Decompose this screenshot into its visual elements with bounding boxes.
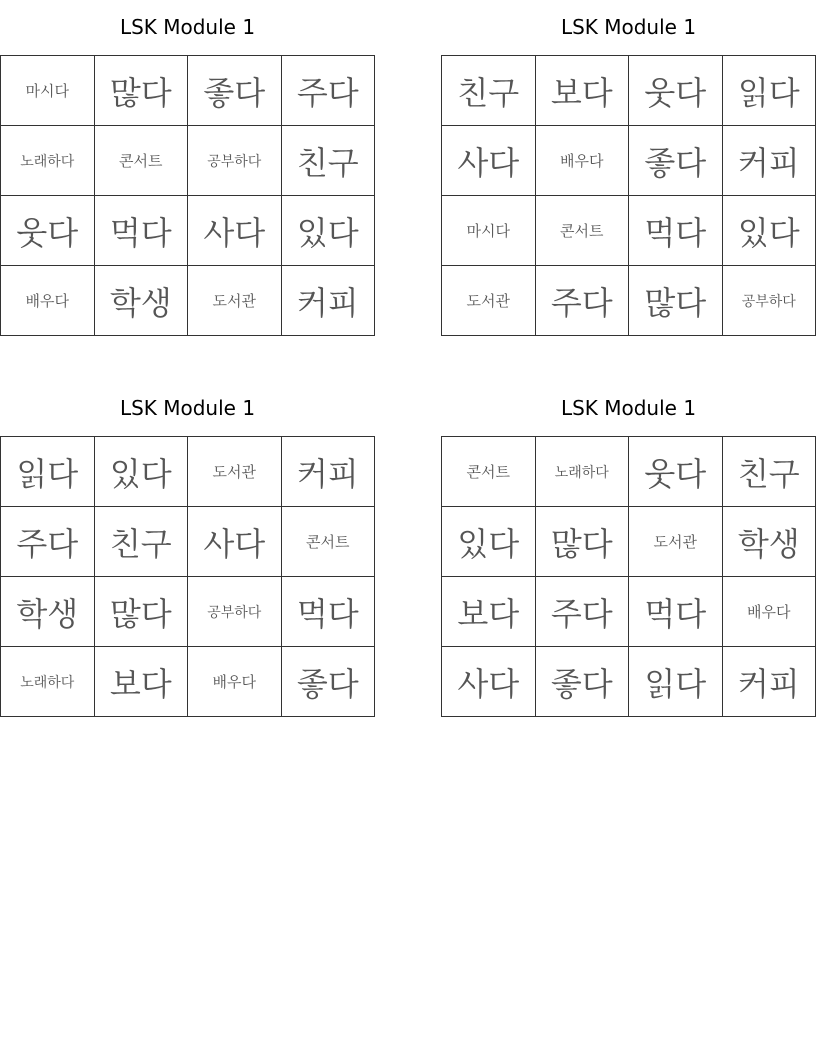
- bingo-cell: 있다: [442, 507, 536, 577]
- bingo-cell: 사다: [442, 126, 536, 196]
- bingo-cell: 배우다: [723, 577, 816, 647]
- bingo-cell: 콘서트: [442, 437, 536, 507]
- bingo-cell: 주다: [1, 507, 95, 577]
- bingo-cell: 노래하다: [1, 647, 95, 717]
- bingo-cell: 읽다: [723, 56, 816, 126]
- card-title: LSK Module 1: [560, 396, 697, 420]
- bingo-cell: 많다: [629, 266, 723, 336]
- bingo-cell: 좋다: [188, 56, 282, 126]
- bingo-cell: 있다: [95, 437, 189, 507]
- bingo-cell: 마시다: [1, 56, 95, 126]
- bingo-cell: 읽다: [629, 647, 723, 717]
- bingo-cell: 노래하다: [1, 126, 95, 196]
- bingo-cell: 보다: [95, 647, 189, 717]
- bingo-cell: 친구: [282, 126, 376, 196]
- bingo-cell: 배우다: [1, 266, 95, 336]
- bingo-cell: 웃다: [629, 56, 723, 126]
- bingo-cell: 커피: [723, 647, 816, 717]
- card-title: LSK Module 1: [560, 15, 697, 39]
- bingo-cell: 먹다: [95, 196, 189, 266]
- bingo-cell: 많다: [95, 56, 189, 126]
- bingo-grid: [441, 55, 816, 336]
- bingo-cell: 좋다: [282, 647, 376, 717]
- bingo-cell: 도서관: [188, 437, 282, 507]
- bingo-cell: 좋다: [629, 126, 723, 196]
- bingo-cell: 도서관: [442, 266, 536, 336]
- bingo-cell: 사다: [188, 507, 282, 577]
- bingo-cell: 도서관: [629, 507, 723, 577]
- bingo-cell: 공부하다: [723, 266, 816, 336]
- bingo-cell: 배우다: [536, 126, 630, 196]
- bingo-cell: 친구: [442, 56, 536, 126]
- bingo-cell: 좋다: [536, 647, 630, 717]
- bingo-cell: 보다: [442, 577, 536, 647]
- bingo-cell: 주다: [536, 266, 630, 336]
- bingo-cell: 콘서트: [536, 196, 630, 266]
- bingo-cell: 사다: [188, 196, 282, 266]
- bingo-cell: 있다: [282, 196, 376, 266]
- bingo-cell: 커피: [723, 126, 816, 196]
- bingo-cell: 많다: [95, 577, 189, 647]
- bingo-cell: 웃다: [1, 196, 95, 266]
- bingo-cell: 있다: [723, 196, 816, 266]
- bingo-cell: 학생: [723, 507, 816, 577]
- bingo-cell: 친구: [723, 437, 816, 507]
- bingo-cell: 먹다: [629, 577, 723, 647]
- bingo-cell: 콘서트: [95, 126, 189, 196]
- bingo-grid: [0, 436, 375, 717]
- bingo-cell: 커피: [282, 437, 376, 507]
- bingo-cell: 많다: [536, 507, 630, 577]
- bingo-cell: 노래하다: [536, 437, 630, 507]
- bingo-grid: [441, 436, 816, 717]
- bingo-card-1: [0, 0, 375, 336]
- bingo-cell: 학생: [1, 577, 95, 647]
- bingo-cell: 친구: [95, 507, 189, 577]
- bingo-cell: 커피: [282, 266, 376, 336]
- bingo-cell: 학생: [95, 266, 189, 336]
- bingo-cell: 마시다: [442, 196, 536, 266]
- bingo-cell: 공부하다: [188, 126, 282, 196]
- card-title: LSK Module 1: [119, 15, 256, 39]
- bingo-cell: 콘서트: [282, 507, 376, 577]
- bingo-cell: 배우다: [188, 647, 282, 717]
- bingo-card-3: [0, 381, 375, 717]
- bingo-cell: 보다: [536, 56, 630, 126]
- card-title: LSK Module 1: [119, 396, 256, 420]
- bingo-cell: 주다: [282, 56, 376, 126]
- bingo-cell: 사다: [442, 647, 536, 717]
- bingo-cell: 공부하다: [188, 577, 282, 647]
- bingo-card-4: [441, 381, 816, 717]
- bingo-card-2: [441, 0, 816, 336]
- bingo-cell: 웃다: [629, 437, 723, 507]
- bingo-cell: 먹다: [282, 577, 376, 647]
- bingo-cell: 먹다: [629, 196, 723, 266]
- bingo-cell: 읽다: [1, 437, 95, 507]
- bingo-cell: 주다: [536, 577, 630, 647]
- bingo-cell: 도서관: [188, 266, 282, 336]
- bingo-grid: [0, 55, 375, 336]
